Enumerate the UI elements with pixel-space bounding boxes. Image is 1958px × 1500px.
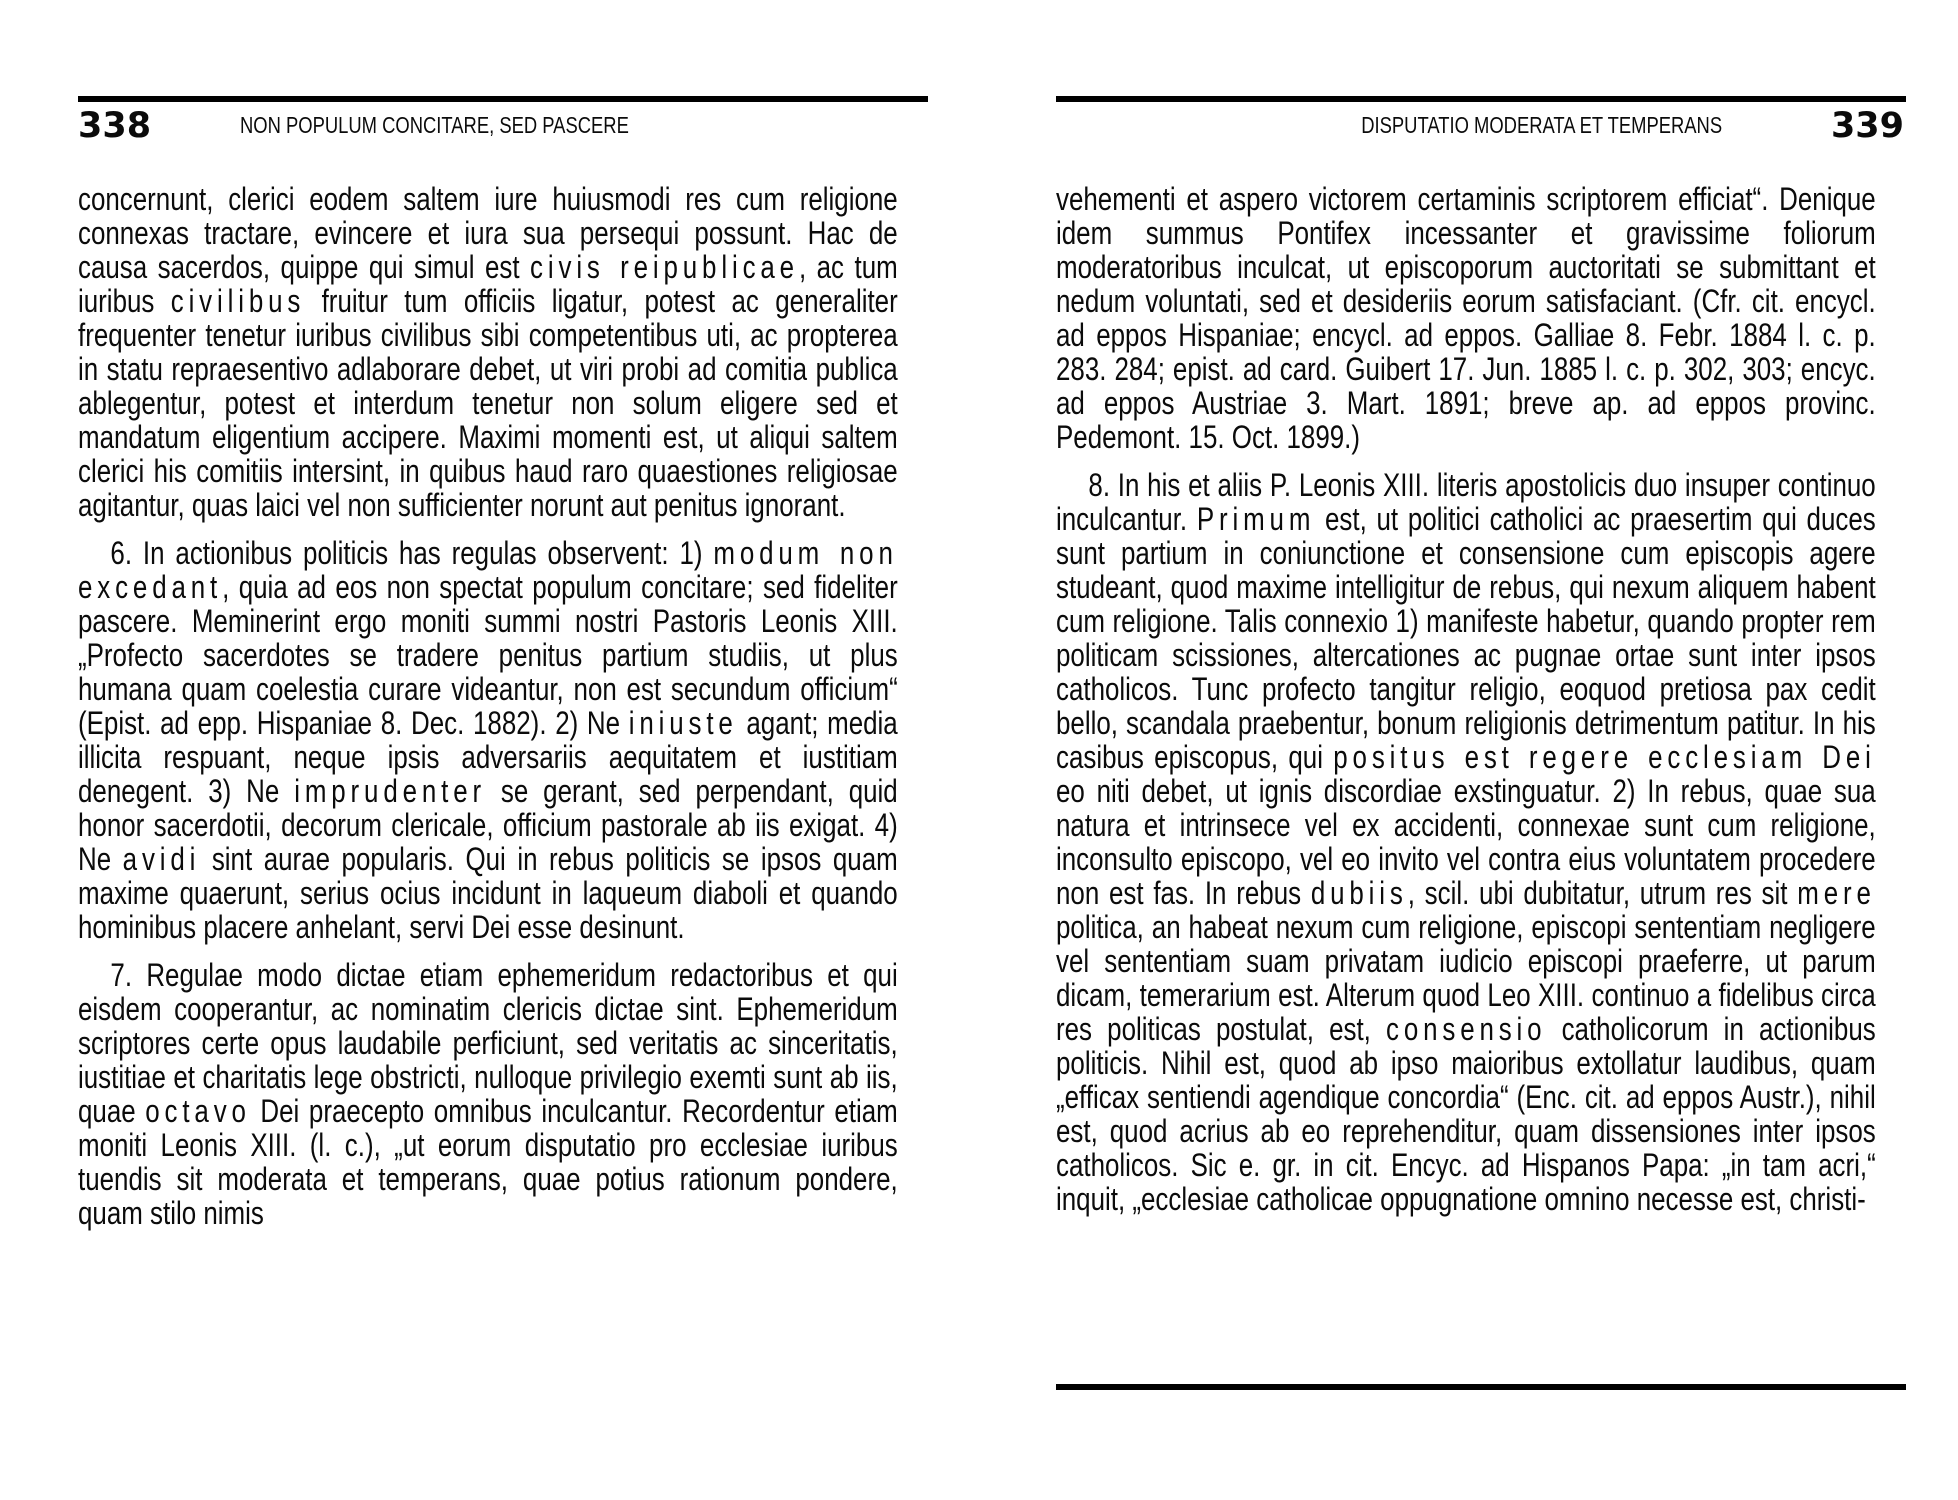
top-rule (1056, 96, 1906, 102)
spaced-emphasis: iniuste (628, 705, 738, 741)
text-run: , scil. ubi dubitatur, utrum res sit (1407, 875, 1798, 911)
spaced-emphasis: mere (1797, 875, 1876, 911)
text-run: est, ut politici catholici ac praesertim qui duces sunt partium in coniunctione et consensione cum episcopis agere studeant, quod maxime intelligitur de rebus, qui nexum aliquem habent cum religione. Talis connexio 1) manifeste habetur, quando propter rem politicam scissiones, altercationes ac pugnae ortae sunt inter ipsos catholicos. Tunc profecto tangitur religio, eoquod pretiosa pax cedit bello, scandala praebentur, bonum religionis detrimentum patitur. In his casibus episcopus, qui (1056, 501, 1876, 775)
text-run: 8. In his et aliis P. Leonis XIII. literis apostolicis duo insuper continuo inculcantur. (1056, 467, 1876, 537)
text-run: agant; media illicita respuant, neque ipsis adversariis aequitatem et iustitiam denegent. 3) Ne (78, 705, 898, 809)
spaced-emphasis: consensio (1385, 1011, 1547, 1047)
top-rule (78, 96, 928, 102)
left-page (78, 0, 928, 1500)
spaced-emphasis: octavo (145, 1093, 251, 1129)
spaced-emphasis: imprudenter (294, 773, 486, 809)
spaced-emphasis: avidi (122, 841, 201, 877)
spaced-emphasis: civilibus (170, 283, 306, 319)
page-body (78, 182, 898, 1244)
text-run: concernunt, clerici eodem saltem iure huiusmodi res cum religione connexas tractare, evincere et iura sua persequi possunt. Hac de causa sacerdos, quippe qui simul est (78, 181, 898, 285)
paragraph (1056, 182, 1876, 454)
text-run: se gerant, sed perpendant, quid honor sacerdotii, decorum clericale, officium pastorale ab iis exigat. 4) Ne (78, 773, 898, 877)
page-header (78, 103, 928, 149)
page-header (1056, 103, 1906, 149)
running-head: DISPUTATIO MODERATA ET TEMPERANS (1361, 112, 1722, 138)
text-run: eo niti debet, ut ignis discordiae exstinguatur. 2) In rebus, quae sua natura et intrinsece vel ex accidenti, connexae sunt cum religione, inconsulto episcopo, vel eo invito vel contra eius voluntatem procedere non est fas. In rebus (1056, 773, 1876, 911)
text-run: Dei praecepto omnibus inculcantur. Recordentur etiam moniti Leonis XIII. (l. c.), „ut eorum disputatio pro ecclesiae iuribus tuendis sit moderata et temperans, quae potius rationum pondere, quam stilo nimis (78, 1093, 898, 1231)
spaced-emphasis: positus est regere ecclesiam Dei (1333, 739, 1876, 775)
text-run: politica, an habeat nexum cum religione, episcopi sententiam negligere vel sententiam suam privatam iudicio episcopi praeferre, ut parum dicam, temerarium est. Alterum quod Leo XIII. continuo a fidelibus circa res politicas postulat, est, (1056, 909, 1876, 1047)
text-run: catholicorum in actionibus politicis. Nihil est, quod ab ipso maioribus extollatur laudibus, quam „efficax sentiendi agendique concordia“ (Enc. cit. ad eppos Austr.), nihil est, quod acrius ab eo reprehenditur, quam dissensiones inter ipsos catholicos. Sic e. gr. in cit. Encyc. ad Hispanos Papa: „in tam acri,“ inquit, „ecclesiae catholicae oppugnatione omnino necesse est, christi- (1056, 1011, 1876, 1217)
spaced-emphasis: Primum (1196, 501, 1316, 537)
paragraph (78, 536, 898, 944)
right-page (1056, 0, 1906, 1500)
text-run: , ac tum iuribus (78, 249, 898, 319)
text-run: fruitur tum officiis ligatur, potest ac generaliter frequenter tenetur iuribus civilibus sibi competentibus uti, ac propterea in statu repraesentivo adlaborare debet, ut viri probi ad comitia publica ablegentur, potest et interdum tenetur non solum eligere sed et mandatum eligentium accipere. Maximi momenti est, ut aliqui saltem clerici his comitiis intersint, in quibus haud raro quaestiones religiosae agitantur, quas laici vel non sufficienter norunt aut penitus ignorant. (78, 283, 898, 523)
paragraph (78, 958, 898, 1230)
spaced-emphasis: dubiis (1310, 875, 1408, 911)
running-head: NON POPULUM CONCITARE, SED PASCERE (240, 112, 629, 138)
text-run: 7. Regulae modo dictae etiam ephemeridum redactoribus et qui eisdem cooperantur, ac nominatim clericis dictae sint. Ephemeridum scriptores certe opus laudabile perficiunt, sed veritatis ac sinceritatis, iustitiae et charitatis lege obstricti, nulloque privilegio exemti sunt ab iis, quae (78, 957, 898, 1129)
page-body (1056, 182, 1876, 1230)
spaced-emphasis: modum non excedant (78, 535, 898, 605)
text-run: , quia ad eos non spectat populum concitare; sed fideliter pascere. Meminerint ergo moniti summi nostri Pastoris Leonis XIII. „Profecto sacerdotes se tradere penitus partium studiis, ut plus humana quam coelestia curare videantur, non est secundum officium“ (Epist. ad epp. Hispaniae 8. Dec. 1882). 2) Ne (78, 569, 898, 741)
spaced-emphasis: civis reipublicae (530, 249, 799, 285)
paragraph (78, 182, 898, 522)
text-run: vehementi et aspero victorem certaminis scriptorem efficiat“. Denique idem summus Pontifex incessanter et gravissime foliorum moderatoribus inculcat, ut episcoporum auctoritati se submittant et nedum voluntati, sed et desideriis eorum satisfaciant. (Cfr. cit. encycl. ad eppos Hispaniae; encycl. ad eppos. Galliae 8. Febr. 1884 l. c. p. 283. 284; epist. ad card. Guibert 17. Jun. 1885 l. c. p. 302, 303; encyc. ad eppos Austriae 3. Mart. 1891; breve ap. ad eppos provinc. Pedemont. 15. Oct. 1899.) (1056, 181, 1876, 455)
text-run: 6. In actionibus politicis has regulas observent: 1) (110, 535, 714, 571)
page-number: 338 (78, 106, 152, 146)
text-run: sint aurae popularis. Qui in rebus politicis se ipsos quam maxime quaerunt, serius ocius incidunt in laqueum diaboli et quando hominibus placere anhelant, servi Dei esse desinunt. (78, 841, 898, 945)
paragraph (1056, 468, 1876, 1216)
page-number: 339 (1830, 106, 1904, 146)
bottom-rule (1056, 1384, 1906, 1390)
